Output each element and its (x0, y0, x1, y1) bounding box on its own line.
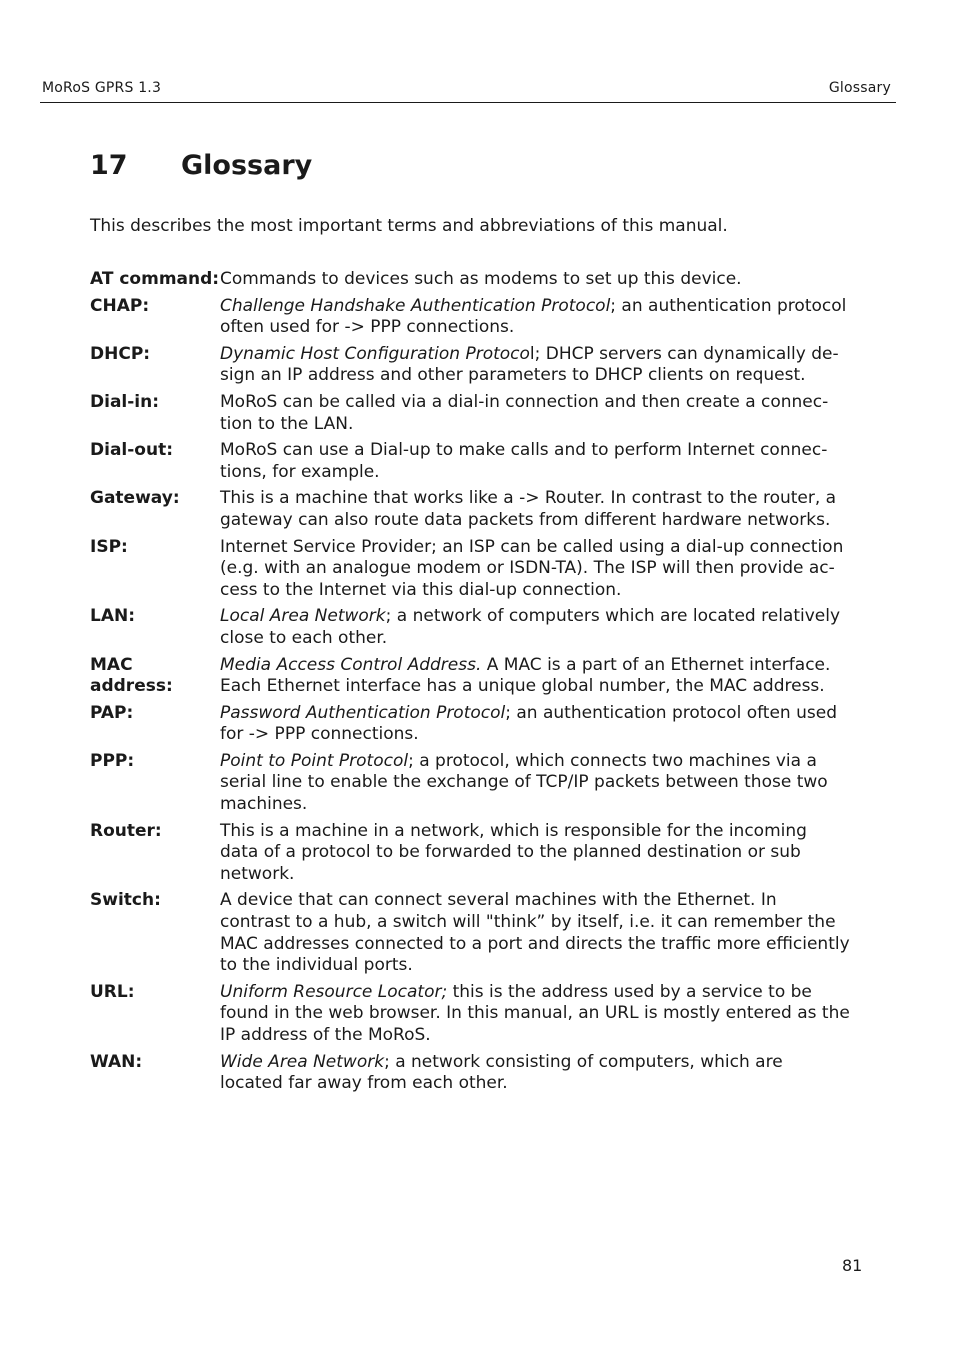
header-section-title: Glossary (828, 80, 891, 96)
glossary-entry (90, 537, 850, 602)
glossary-definition-text: MoRoS can be called via a dial-in connection and then create a connection to the LAN. (220, 391, 829, 434)
glossary-entry (90, 606, 850, 649)
glossary-term: URL: (90, 981, 135, 1002)
glossary-definition (220, 703, 850, 746)
glossary-definition (220, 821, 850, 886)
glossary-entry (90, 392, 850, 435)
glossary-entry (90, 488, 850, 531)
glossary-definition (220, 269, 850, 291)
glossary-term: PAP: (90, 702, 134, 723)
glossary-definition-text: ; a protocol, which connects two machines via a serial line to enable the exchange of TCP/IP packets between those two machines. (220, 750, 828, 815)
glossary-entry (90, 296, 850, 339)
glossary-term: LAN: (90, 606, 136, 627)
glossary-definition (220, 392, 850, 435)
glossary-definition (220, 982, 850, 1047)
glossary-definition (220, 344, 850, 387)
glossary-term: CHAP: (90, 295, 150, 316)
glossary-definition-text: ; an authentication protocol often used for -> PPP connections. (220, 295, 847, 338)
glossary-definition-emphasis: Wide Area Network (220, 1051, 385, 1072)
chapter-title: Glossary (181, 150, 313, 181)
glossary-list (90, 269, 850, 1100)
glossary-definition (220, 296, 850, 339)
glossary-definition-emphasis: Local Area Network (220, 606, 386, 627)
glossary-entry (90, 269, 850, 291)
glossary-entry (90, 1052, 850, 1095)
glossary-term: AT command: (90, 269, 220, 289)
glossary-definition (220, 890, 850, 976)
glossary-definition-text: this is the address used by a service to be found in the web browser. In this manual, an URL is mostly entered as the IP address of the MoRoS. (220, 981, 850, 1045)
glossary-definition-text: MoRoS can use a Dial-up to make calls and to perform Internet connections, for example. (220, 440, 828, 482)
glossary-definition-emphasis: Point to Point Protocol (220, 750, 409, 771)
glossary-entry (90, 655, 850, 698)
glossary-definition-text: This is a machine that works like a -> Router. In contrast to the router, a gateway can also route data packets from different hardware networks. (220, 488, 837, 530)
glossary-definition-emphasis: Dynamic Host Configuration Protoco (220, 343, 530, 364)
glossary-definition (220, 751, 850, 816)
glossary-term: MAC address: (90, 654, 173, 697)
glossary-definition (220, 537, 850, 602)
chapter-number: 17 (90, 150, 128, 181)
glossary-entry (90, 344, 850, 387)
glossary-definition-text: This is a machine in a network, which is responsible for the incoming data of a protocol to be forwarded to the planned destination or sub network. (220, 820, 807, 884)
page-number: 81 (842, 1256, 863, 1275)
glossary-term: Router: (90, 820, 162, 841)
glossary-definition (220, 1052, 850, 1095)
glossary-definition-text: Internet Service Provider; an ISP can be called using a dial-up connection (e.g. with an analogue modem or ISDN-TA). The ISP will then provide access to the Internet via this dial-up connection. (220, 536, 844, 600)
header-doc-title: MoRoS GPRS 1.3 (42, 80, 162, 96)
glossary-definition-text: ; a network of computers which are located relatively close to each other. (220, 606, 841, 648)
glossary-entry (90, 751, 850, 816)
glossary-entry (90, 890, 850, 976)
glossary-definition-text: ; an authentication protocol often used for -> PPP connections. (220, 702, 837, 745)
glossary-definition-text: ; a network consisting of computers, which are located far away from each other. (220, 1051, 783, 1094)
glossary-term: PPP: (90, 750, 135, 771)
glossary-term: Gateway: (90, 488, 180, 509)
glossary-term: Dial-out: (90, 440, 173, 461)
glossary-definition-emphasis: Uniform Resource Locator; (220, 981, 448, 1002)
glossary-entry (90, 440, 850, 483)
glossary-term: ISP: (90, 536, 128, 557)
glossary-definition-emphasis: Password Authentication Protocol (220, 702, 506, 723)
glossary-definition-text: A device that can connect several machines with the Ethernet. In contrast to a hub, a switch will "think” by itself, i.e. it can remember the MAC addresses connected to a port and directs the traffic more efficiently to the individual ports. (220, 890, 850, 976)
glossary-definition-text: l; DHCP servers can dynamically design an IP address and other parameters to DHCP clients on request. (220, 343, 839, 386)
glossary-definition-text: A MAC is a part of an Ethernet interface. Each Ethernet interface has a unique global number, the MAC address. (220, 654, 831, 697)
glossary-entry (90, 703, 850, 746)
glossary-entry (90, 982, 850, 1047)
page-header (40, 80, 896, 103)
glossary-definition-emphasis: Challenge Handshake Authentication Protocol (220, 295, 611, 316)
glossary-definition-emphasis: Media Access Control Address. (220, 654, 482, 675)
glossary-definition (220, 606, 850, 649)
glossary-entry (90, 821, 850, 886)
intro-paragraph: This describes the most important terms and abbreviations of this manual. (90, 216, 728, 236)
glossary-definition (220, 440, 850, 483)
glossary-term: Switch: (90, 890, 161, 911)
glossary-definition (220, 655, 850, 698)
glossary-term: Dial-in: (90, 391, 160, 412)
glossary-definition (220, 488, 850, 531)
glossary-term: WAN: (90, 1051, 143, 1072)
glossary-definition-text: Commands to devices such as modems to set up this device. (220, 269, 742, 289)
glossary-term: DHCP: (90, 343, 151, 364)
chapter-heading (90, 150, 312, 181)
